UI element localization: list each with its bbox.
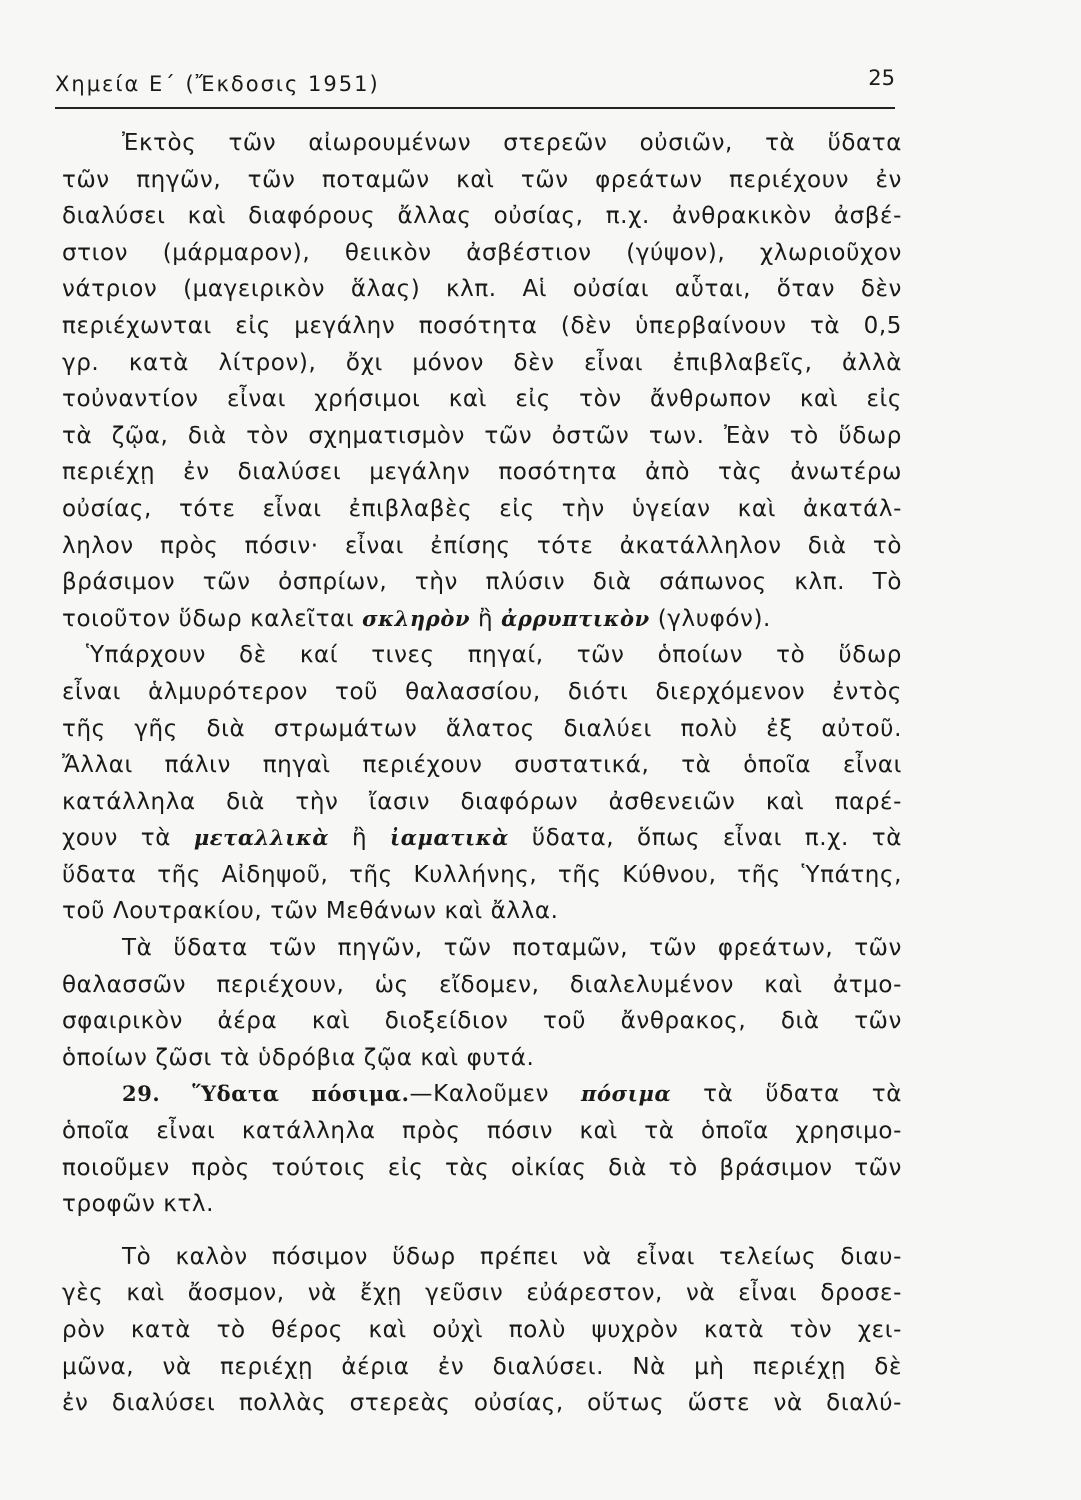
text-line: κατάλληλα διὰ τὴν ἴασιν διαφόρων ἀσθενειῶν καὶ παρέ- bbox=[62, 788, 902, 815]
text-run: τοιοῦτον ὕδωρ καλεῖται bbox=[62, 605, 363, 632]
body-text bbox=[62, 125, 902, 1422]
emphasized-term: πόσιμα bbox=[581, 1081, 672, 1107]
text-line: ὕδατα τῆς Αἰδηψοῦ, τῆς Κυλλήνης, τῆς Κύθνου, τῆς Ὑπάτης, bbox=[62, 861, 902, 888]
text-line bbox=[62, 601, 902, 638]
text-line: ληλον πρὸς πόσιν· εἶναι ἐπίσης τότε ἀκατάλληλον διὰ τὸ bbox=[62, 532, 902, 559]
text-line: τοὐναντίον εἶναι χρήσιμοι καὶ εἰς τὸν ἄνθρωπον καὶ εἰς bbox=[62, 386, 902, 413]
text-line: τοῦ Λουτρακίου, τῶν Μεθάνων καὶ ἄλλα. bbox=[62, 898, 559, 925]
text-line: γρ. κατὰ λίτρον), ὄχι μόνον δὲν εἶναι ἐπιβλαβεῖς, ἀλλὰ bbox=[62, 349, 902, 376]
text-line: Ἄλλαι πάλιν πηγαὶ περιέχουν συστατικά, τὰ ὁποῖα εἶναι bbox=[62, 752, 902, 779]
section-heading-line bbox=[62, 1076, 902, 1113]
text-line: βράσιμον τῶν ὀσπρίων, τὴν πλύσιν διὰ σάπωνος κλπ. Τὸ bbox=[62, 569, 902, 596]
text-line: διαλύσει καὶ διαφόρους ἄλλας οὐσίας, π.χ. ἀνθρακικὸν ἀσβέ- bbox=[62, 203, 902, 230]
text-run: χουν τὰ bbox=[62, 825, 194, 852]
section-heading: Ὕδατα πόσιμα. bbox=[192, 1081, 410, 1107]
text-line: οὐσίας, τότε εἶναι ἐπιβλαβὲς εἰς τὴν ὑγείαν καὶ ἀκατάλ- bbox=[62, 495, 902, 522]
section-number: 29. bbox=[122, 1081, 161, 1107]
text-line: Ὑπάρχουν δὲ καί τινες πηγαί, τῶν ὁποίων τὸ ὕδωρ bbox=[86, 642, 902, 669]
text-line: τὰ ζῷα, διὰ τὸν σχηματισμὸν τῶν ὀστῶν των. Ἐὰν τὸ ὕδωρ bbox=[62, 422, 902, 449]
emphasized-term: ἀρρυπτικὸν bbox=[501, 605, 650, 631]
text-line: νάτριον (μαγειρικὸν ἅλας) κλπ. Αἱ οὐσίαι αὗται, ὅταν δὲν bbox=[62, 276, 902, 303]
text-line: περιέχῃ ἐν διαλύσει μεγάλην ποσότητα ἀπὸ τὰς ἀνωτέρω bbox=[62, 459, 902, 486]
text-line: τροφῶν κτλ. bbox=[62, 1191, 215, 1218]
text-line: στιον (μάρμαρον), θειικὸν ἀσβέστιον (γύψον), χλωριοῦχον bbox=[62, 239, 902, 266]
page-number: 25 bbox=[868, 66, 895, 90]
running-title: Χημεία Ε΄ (Ἔκδοσις 1951) bbox=[55, 72, 380, 96]
text-run: ἢ bbox=[470, 605, 502, 632]
page-header bbox=[55, 64, 895, 104]
text-run: —Καλοῦμεν bbox=[409, 1081, 582, 1108]
text-run: ἢ bbox=[329, 825, 391, 852]
text-line: ποιοῦμεν πρὸς τούτοις εἰς τὰς οἰκίας διὰ τὸ βράσιμον τῶν bbox=[62, 1154, 902, 1181]
text-line: ἐν διαλύσει πολλὰς στερεὰς οὐσίας, οὕτως ὥστε νὰ διαλύ- bbox=[62, 1390, 902, 1417]
text-line: τῆς γῆς διὰ στρωμάτων ἅλατος διαλύει πολὺ ἐξ αὐτοῦ. bbox=[62, 715, 902, 742]
text-line: ρὸν κατὰ τὸ θέρος καὶ οὐχὶ πολὺ ψυχρὸν κατὰ τὸν χει- bbox=[62, 1317, 902, 1343]
text-line: σφαιρικὸν ἀέρα καὶ διοξείδιον τοῦ ἄνθρακος, διὰ τῶν bbox=[62, 1008, 902, 1035]
text-line: ὁποῖα εἶναι κατάλληλα πρὸς πόσιν καὶ τὰ ὁποῖα χρησιμο- bbox=[62, 1118, 902, 1145]
text-line: γὲς καὶ ἄοσμον, νὰ ἔχῃ γεῦσιν εὐάρεστον, νὰ εἶναι δροσε- bbox=[62, 1280, 902, 1307]
text-line: μῶνα, νὰ περιέχῃ ἀέρια ἐν διαλύσει. Νὰ μὴ περιέχῃ δὲ bbox=[62, 1353, 902, 1380]
header-rule bbox=[55, 107, 895, 109]
emphasized-term: μεταλλικὰ bbox=[193, 825, 330, 851]
text-line: θαλασσῶν περιέχουν, ὡς εἴδομεν, διαλελυμένον καὶ ἀτμο- bbox=[62, 971, 902, 998]
text-run: (γλυφόν). bbox=[649, 605, 771, 632]
text-line bbox=[62, 820, 902, 857]
paragraph-gap bbox=[62, 1223, 902, 1239]
text-line: Τὰ ὕδατα τῶν πηγῶν, τῶν ποταμῶν, τῶν φρεάτων, τῶν bbox=[122, 935, 902, 962]
text-run: τὰ ὕδατα τὰ bbox=[671, 1081, 902, 1108]
text-line: περιέχωνται εἰς μεγάλην ποσότητα (δὲν ὑπερβαίνουν τὰ 0,5 bbox=[62, 312, 902, 339]
text-line: Ἐκτὸς τῶν αἰωρουμένων στερεῶν οὐσιῶν, τὰ ὕδατα bbox=[122, 130, 902, 156]
text-line: εἶναι ἁλμυρότερον τοῦ θαλασσίου, διότι διερχόμενον ἐντὸς bbox=[62, 678, 902, 705]
text-line: Τὸ καλὸν πόσιμον ὕδωρ πρέπει νὰ εἶναι τελείως διαυ- bbox=[122, 1243, 902, 1270]
emphasized-term: ἰαματικὰ bbox=[390, 825, 509, 851]
text-run: ὕδατα, ὅπως εἶναι π.χ. τὰ bbox=[508, 825, 903, 852]
text-line: τῶν πηγῶν, τῶν ποταμῶν καὶ τῶν φρεάτων περιέχουν ἐν bbox=[62, 166, 902, 193]
emphasized-term: σκληρὸν bbox=[362, 605, 471, 631]
text-line: ὁποίων ζῶσι τὰ ὑδρόβια ζῷα καὶ φυτά. bbox=[62, 1044, 535, 1071]
